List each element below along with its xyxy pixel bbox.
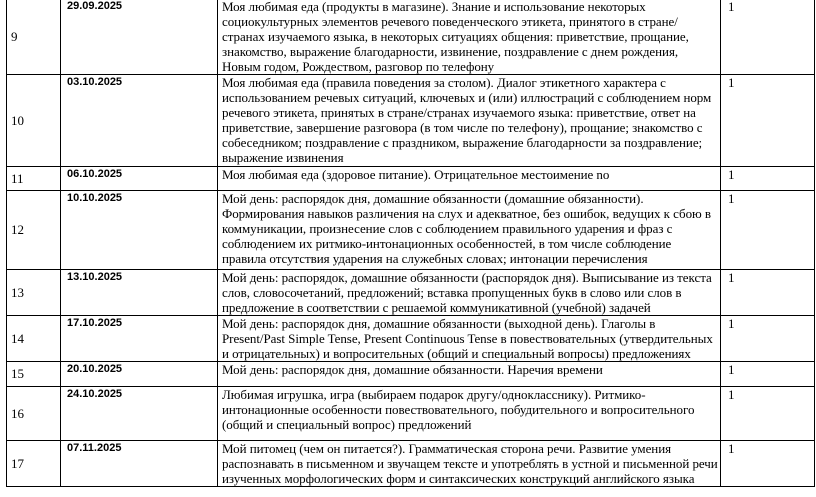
lesson-topic: Мой день: распорядок дня, домашние обязанности (выходной день). Глаголы в Present/Past Simple Tense, Present Continuous Tense в повествовательных (утвердительных и отрицательных) и вопросительных (общий и специальный вопросы) предложениях: [218, 316, 721, 362]
table-row: [7, 316, 815, 362]
table-row: [7, 387, 815, 441]
lesson-number: 11: [7, 167, 61, 191]
lesson-topic: Моя любимая еда (продукты в магазине). Знание и использование некоторых социокультурных элементов речевого поведенческого этикета, принятого в стране/странах изучаемого языка, в некоторых ситуациях общения: приветствие, прощание, знакомство, выражение благодарности, извинение, поздравление с днем рождения, Новым годом, Рождеством, разговор по телефону: [218, 0, 721, 75]
lesson-hours: 1: [721, 0, 815, 75]
lesson-topic: Любимая игрушка, игра (выбираем подарок другу/однокласснику). Ритмико-интонационные особенности повествовательного, побудительного и вопросительного (общий и специальный вопрос) предложений: [218, 387, 721, 441]
table-row: [7, 167, 815, 191]
lesson-date: 06.10.2025: [61, 167, 218, 191]
lesson-number: 13: [7, 270, 61, 316]
lesson-hours: 1: [721, 75, 815, 167]
lesson-date: 29.09.2025: [61, 0, 218, 75]
lesson-topic: Моя любимая еда (правила поведения за столом). Диалог этикетного характера с использованием речевых ситуаций, ключевых и (или) иллюстраций с соблюдением норм речевого этикета, принятых в стране/странах изучаемого языка: приветствие, ответ на приветствие, завершение разговора (в том числе по телефону), прощание; знакомство с собеседником; поздравление с праздником, выражение благодарности за поздравление; выражение извинения: [218, 75, 721, 167]
table-row: [7, 191, 815, 270]
lesson-date: 10.10.2025: [61, 191, 218, 270]
lesson-date: 24.10.2025: [61, 387, 218, 441]
lesson-topic: Мой день: распорядок дня, домашние обязанности. Наречия времени: [218, 362, 721, 387]
lesson-topic: Мой день: распорядок, домашние обязанности (распорядок дня). Выписывание из текста слов, словосочетаний, предложений; вставка пропущенных букв в слово или слов в предложение в соответствии с решаемой коммуникативной (учебной) задачей: [218, 270, 721, 316]
lesson-date: 17.10.2025: [61, 316, 218, 362]
table-row: [7, 75, 815, 167]
table-row: [7, 362, 815, 387]
lesson-schedule-table: [6, 0, 815, 487]
lesson-date: 03.10.2025: [61, 75, 218, 167]
lesson-date: 13.10.2025: [61, 270, 218, 316]
lesson-hours: 1: [721, 441, 815, 487]
table-row: [7, 0, 815, 75]
lesson-topic: Моя любимая еда (здоровое питание). Отрицательное местоимение no: [218, 167, 721, 191]
lesson-number: 12: [7, 191, 61, 270]
lesson-number: 17: [7, 441, 61, 487]
lesson-number: 9: [7, 0, 61, 75]
lesson-hours: 1: [721, 270, 815, 316]
lesson-hours: 1: [721, 387, 815, 441]
lesson-number: 14: [7, 316, 61, 362]
lesson-hours: 1: [721, 191, 815, 270]
table-row: [7, 441, 815, 487]
lesson-hours: 1: [721, 167, 815, 191]
lesson-topic: Мой день: распорядок дня, домашние обязанности (домашние обязанности). Формирования навыков различения на слух и адекватное, без ошибок, ведущих к сбою в коммуникации, произнесение слов с соблюдением правильного ударения и фраз с соблюдением их ритмико-интонационных особенностей, в том числе соблюдение правила отсутствия ударения на служебных словах; интонации перечисления: [218, 191, 721, 270]
lesson-hours: 1: [721, 316, 815, 362]
lesson-number: 16: [7, 387, 61, 441]
table-row: [7, 270, 815, 316]
lesson-date: 20.10.2025: [61, 362, 218, 387]
lesson-topic: Мой питомец (чем он питается?). Грамматическая сторона речи. Развитие умения распознавать в письменном и звучащем тексте и употреблять в устной и письменной речи изученных морфологических форм и синтаксических конструкций английского языка: [218, 441, 721, 487]
lesson-number: 10: [7, 75, 61, 167]
lesson-number: 15: [7, 362, 61, 387]
lesson-hours: 1: [721, 362, 815, 387]
lesson-date: 07.11.2025: [61, 441, 218, 487]
